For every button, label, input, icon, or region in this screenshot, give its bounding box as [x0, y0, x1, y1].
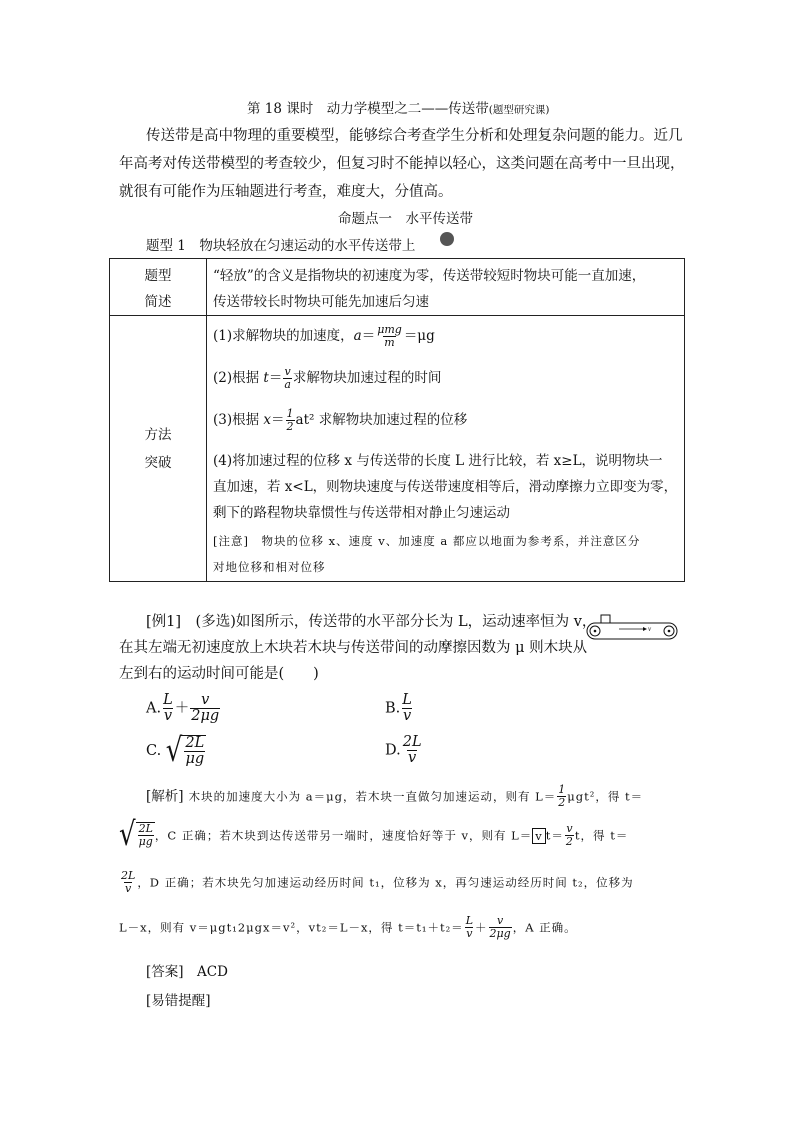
solution-label: [解析] — [146, 788, 184, 805]
record-dot-icon — [440, 232, 454, 246]
title-tag: (题型研究课) — [488, 104, 550, 116]
title-text: 第 18 课时 动力学模型之二——传送带 — [247, 101, 489, 117]
velocity-label: v — [648, 625, 652, 633]
intro-line-3: 就很有可能作为压轴题进行考查，难度大，分值高。 — [119, 184, 453, 200]
type-title: 题型 1 物块轻放在匀速运动的水平传送带上 — [146, 238, 416, 254]
method-step-3: (3)根据 x＝ $\frac{1}{2}$ at² 求解物块加速过程的位移 — [213, 407, 468, 433]
intro-line-1: 传送带是高中物理的重要模型，能够综合考查学生分析和处理复杂问题的能力。近几 — [146, 128, 683, 144]
method-table — [109, 258, 685, 582]
row1-content: “轻放”的含义是指物块的初速度为零，传送带较短时物块可能一直加速， 传送带较长时物块可能先加速后匀速 — [207, 259, 685, 316]
option-c: C. √ $\frac{2L}{\mu g}$ — [146, 732, 205, 770]
error-tip-label: [易错提醒] — [146, 993, 211, 1009]
section-title: 命题点一 水平传送带 — [338, 211, 473, 227]
answer-label: [答案] — [146, 964, 184, 980]
option-b: B. $\frac{L}{v}$ — [385, 692, 412, 725]
solution-line-3: $\frac{2L}{v}$ ，D 正确；若木块先匀加速运动经历时间 t₁，位移为 x，再匀速运动经历时间 t₂，位移为 — [121, 869, 634, 895]
row2-content — [207, 316, 685, 582]
intro-line-2: 年高考对传送带模型的考查较少，但复习时不能掉以轻心，这类问题在高考中一旦出现， — [119, 156, 685, 172]
solution-line-2: √ $\frac{2L}{\mu g}$ ，C 正确；若木块到达传送带另一端时，速度恰好等于 v，则有 L＝ v t＝ $\frac{v}{2}$ t，得 t＝ — [119, 816, 629, 854]
example-line-2: 在其左端无初速度放上木块若木块与传送带间的动摩擦因数为 μ 则木块从 — [119, 640, 588, 656]
example-line-1: [例1] (多选)如图所示，传送带的水平部分长为 L，运动速率恒为 v， — [146, 614, 597, 630]
row2-label: 方法 突破 — [110, 316, 207, 582]
method-step-1: (1)求解物块的加速度，a＝ $\frac{\text{μmg}}{m}$ ＝μg — [213, 323, 435, 349]
option-a: A. $\frac{L}{v}$ ＋ $\frac{v}{2\mu g}$ — [146, 692, 220, 725]
method-note: [注意] 物块的位移 x、速度 v、加速度 a 都应以地面为参考系，并注意区分 对地位移和相对位移 — [213, 534, 641, 574]
conveyor-belt-figure — [585, 614, 679, 648]
solution-line-4: L－x，则有 v＝μgt₁2μgx＝v²，vt₂＝L－x，得 t＝t₁＋t₂＝ $\frac{L}{v}$ ＋ $\frac{v}{2\mu g}$ ，A 正确。 — [119, 914, 577, 940]
page-title — [247, 97, 549, 117]
option-d: D. $\frac{2L}{v}$ — [385, 734, 422, 767]
method-step-4: (4)将加速过程的位移 x 与传送带的长度 L 进行比较，若 x≥L，说明物块一 直加速，若 x<L，则物块速度与传送带速度相等后，滑动摩擦力立即变为零， 剩下的路程物块靠惯性与传送带相对静止匀速运动 — [213, 453, 678, 521]
answer-line — [146, 960, 228, 980]
answer-value: ACD — [197, 964, 228, 980]
block-shape — [601, 615, 610, 623]
method-step-2: (2)根据 t＝ $\frac{v}{a}$ 求解物块加速过程的时间 — [213, 365, 442, 391]
example-line-3: 左到右的运动时间可能是( ) — [119, 666, 319, 682]
row1-label: 题型 简述 — [110, 259, 207, 316]
solution-line-1: [解析] 木块的加速度大小为 a＝μg，若木块一直做匀加速运动，则有 L＝ $\frac{1}{2}$ μgt²，得 t＝ — [146, 783, 644, 809]
